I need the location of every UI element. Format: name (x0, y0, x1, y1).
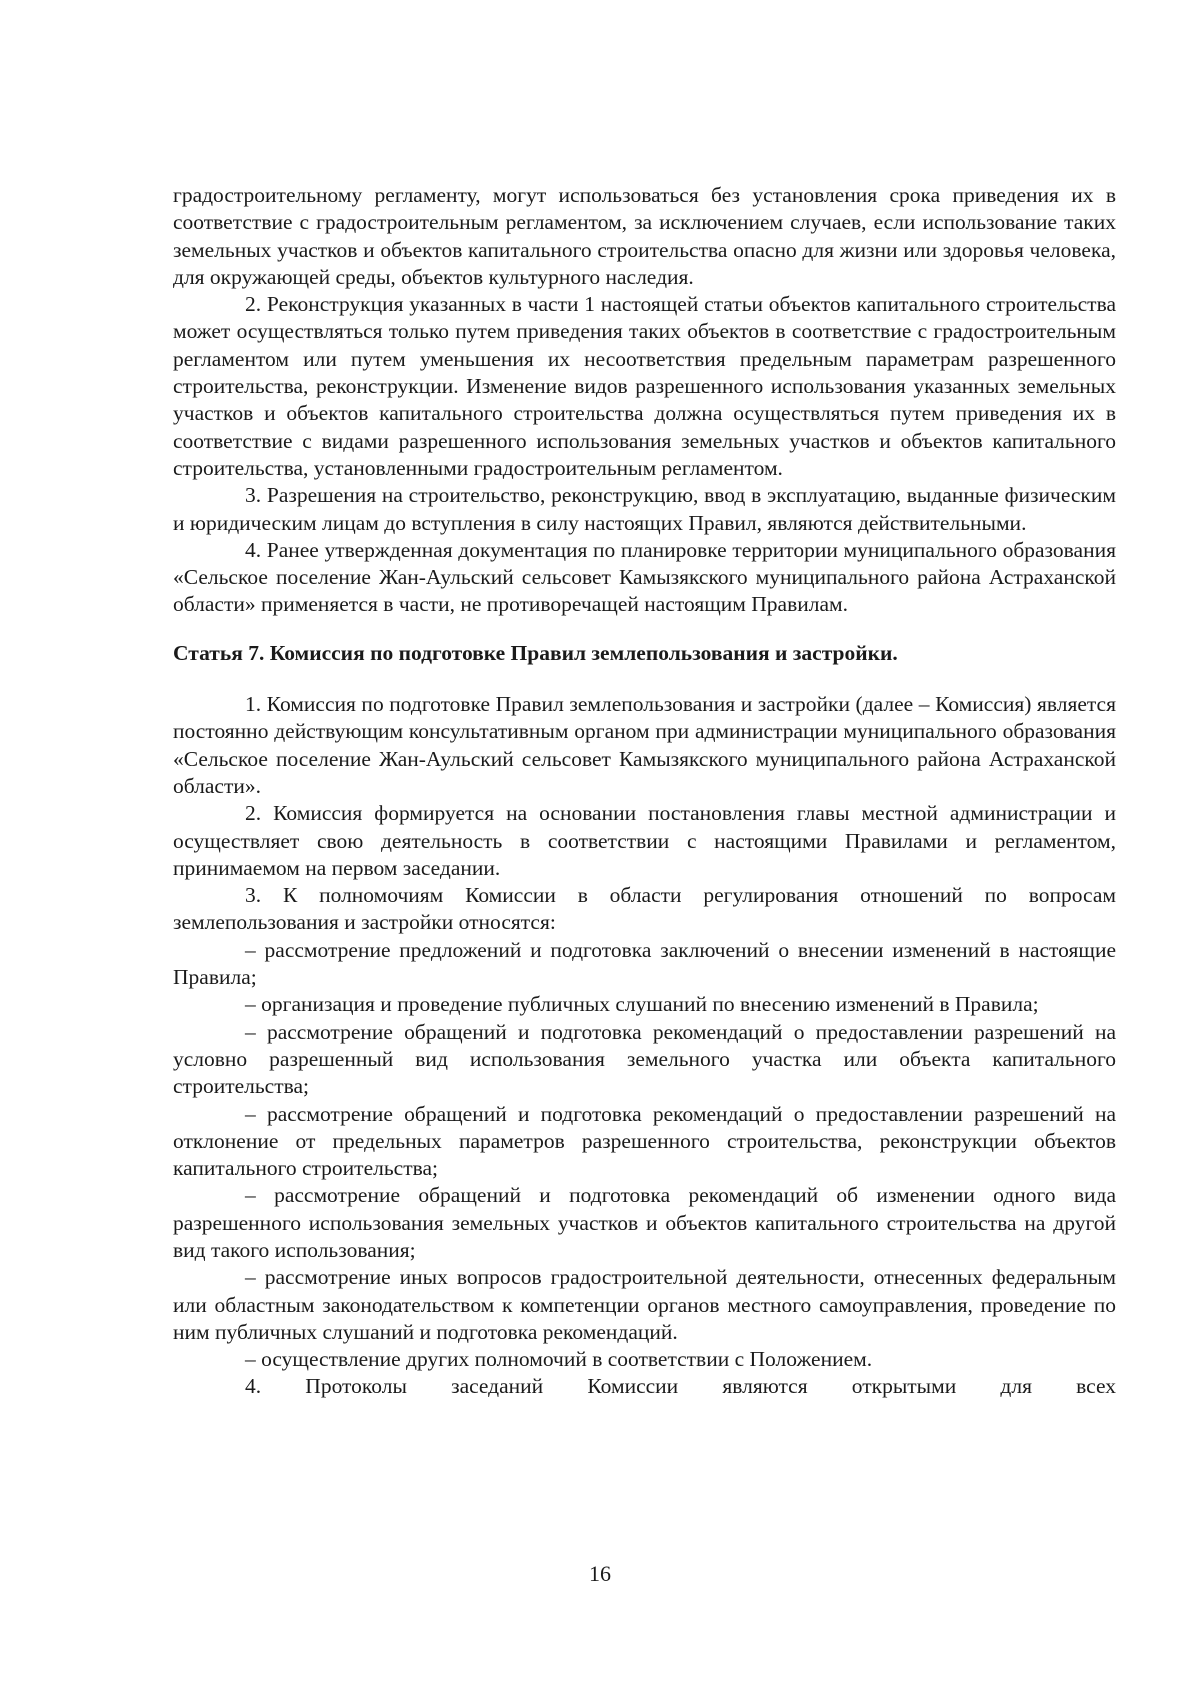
list-item: – осуществление других полномочий в соответствии с Положением. (245, 1347, 873, 1372)
list-item: – рассмотрение иных вопросов градостроительной деятельности, отнесенных федеральным или областным законодательством к компетенции органов местного самоуправления, проведение по ним публичных слушаний и подготовка рекомендаций. (173, 1265, 1116, 1344)
list-item: – рассмотрение обращений и подготовка рекомендаций о предоставлении разрешений на условно разрешенный вид использования земельного участка или объекта капитального строительства; (173, 1019, 1116, 1099)
paragraph-4: 4. Ранее утвержденная документация по планировке территории муниципального образования «Сельское поселение Жан-Аульский сельсовет Камызякского муниципального района Астраханской области» применяется в части, не противоречащей настоящим Правилам. (173, 537, 1116, 617)
paragraph-3: 3. Разрешения на строительство, реконструкцию, ввод в эксплуатацию, выданные физическим и юридическим лицам до вступления в силу настоящих Правил, являются действительными. (173, 483, 1116, 535)
list-item: – организация и проведение публичных слушаний по внесению изменений в Правила; (245, 992, 1039, 1017)
article-heading: Статья 7. Комиссия по подготовке Правил землепользования и застройки. (173, 640, 898, 665)
paragraph-commission-3: 3. К полномочиям Комиссии в области регулирования отношений по вопросам землепользования и застройки относятся: (173, 883, 1116, 935)
list-item: – рассмотрение обращений и подготовка рекомендаций об изменении одного вида разрешенного использования земельных участков и объектов капитального строительства на другой вид такого использования; (173, 1183, 1116, 1262)
paragraph-commission-1: 1. Комиссия по подготовке Правил землепользования и застройки (далее – Комиссия) является постоянно действующим консультативным органом при администрации муниципального образования «Сельское поселение Жан-Аульский сельсовет Камызякского муниципального района Астраханской области». (173, 692, 1116, 798)
page-number: 16 (589, 1561, 611, 1586)
list-item: – рассмотрение обращений и подготовка рекомендаций о предоставлении разрешений на отклонение от предельных параметров разрешенного строительства, реконструкции объектов капитального строительства; (173, 1101, 1116, 1181)
list-item: – рассмотрение предложений и подготовка заключений о внесении изменений в настоящие Правила; (173, 937, 1116, 990)
paragraph-continuation: градостроительному регламенту, могут использоваться без установления срока приведения их в соответствие с градостроительным регламентом, за исключением случаев, если использование таких земельных участков и объектов капитального строительства опасно для жизни или здоровья человека, для окружающей среды, объектов культурного наследия. (173, 183, 1116, 289)
document-body (173, 182, 1116, 1401)
paragraph-commission-2: 2. Комиссия формируется на основании постановления главы местной администрации и осуществляет свою деятельность в соответствии с настоящими Правилами и регламентом, принимаемом на первом заседании. (173, 801, 1116, 880)
paragraph-commission-4: 4. Протоколы заседаний Комиссии являются открытыми для всех (245, 1374, 1116, 1399)
paragraph-2: 2. Реконструкция указанных в части 1 настоящей статьи объектов капитального строительства может осуществляться только путем приведения таких объектов в соответствие с градостроительным регламентом или путем уменьшения их несоответствия предельным параметрам разрешенного строительства, реконструкции. Изменение видов разрешенного использования указанных земельных участков и объектов капитального строительства должна осуществляться путем приведения их в соответствие с видами разрешенного использования земельных участков и объектов капитального строительства, установленными градостроительным регламентом. (173, 292, 1116, 480)
